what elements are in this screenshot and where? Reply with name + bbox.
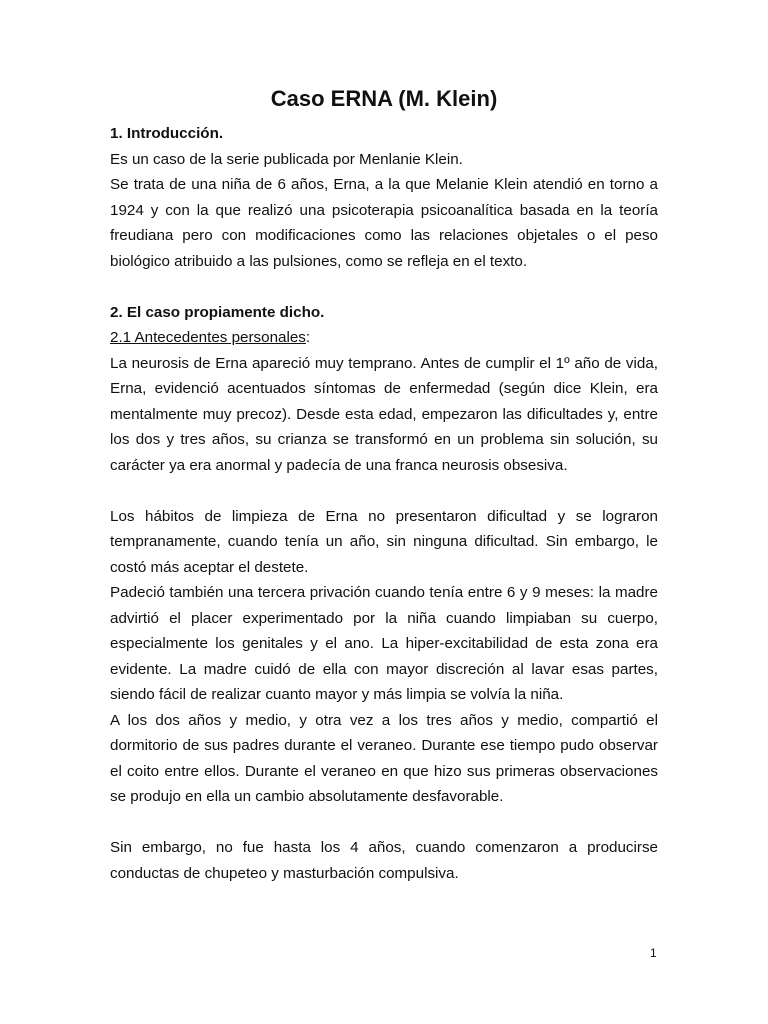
paragraph-spacer <box>110 274 658 300</box>
paragraph-case-4: A los dos años y medio, y otra vez a los tres años y medio, compartió el dormitorio de sus padres durante el veraneo. Durante ese tiempo pudo observar el coito entre ellos. Durante el veraneo en que hizo sus primeras observaciones se produjo en ella un cambio absolutamente desfavorable. <box>110 711 658 805</box>
page-number: 1 <box>650 946 657 960</box>
document-title: Caso ERNA (M. Klein) <box>270 86 498 111</box>
subsection-heading-text: 2.1 Antecedentes personales <box>110 329 306 346</box>
section-heading-case: 2. El caso propiamente dicho. <box>110 303 325 321</box>
paragraph-spacer <box>110 478 658 504</box>
subsection-heading-antecedentes <box>110 325 658 351</box>
subsection-heading-colon: : <box>305 329 311 346</box>
section-heading-introduction: 1. Introducción. <box>110 125 224 142</box>
paragraph-case-3: Padeció también una tercera privación cuando tenía entre 6 y 9 meses: la madre advirtió el placer experimentado por la niña cuando limpiaban su cuerpo, especialmente los genitales y el ano. La hiper-excitabilidad de esta zona era evidente. La madre cuidó de ella con mayor discreción al lavar esas partes, siendo fácil de realizar cuanto mayor y más limpia se volvía la niña. <box>110 584 658 703</box>
paragraph-case-2: Los hábitos de limpieza de Erna no presentaron dificultad y se lograron tempranamente, cuando tenía un año, sin ninguna dificultad. Sin embargo, le costó más aceptar el destete. <box>110 507 658 576</box>
paragraph-intro-1: Es un caso de la serie publicada por Menlanie Klein. <box>110 150 463 168</box>
paragraph-intro-2: Se trata de una niña de 6 años, Erna, a la que Melanie Klein atendió en torno a 1924 y con la que realizó una psicoterapia psicoanalítica basada en la teoría freudiana pero con modificaciones como las relaciones objetales o el peso biológico atribuido a las pulsiones, como se refleja en el texto. <box>110 176 658 270</box>
paragraph-spacer <box>110 810 658 836</box>
paragraph-case-5: Sin embargo, no fue hasta los 4 años, cuando comenzaron a producirse conductas de chupeteo y masturbación compulsiva. <box>110 839 658 882</box>
document-body <box>110 121 658 886</box>
paragraph-case-1: La neurosis de Erna apareció muy temprano. Antes de cumplir el 1º año de vida, Erna, evidenció acentuados síntomas de enfermedad (según dice Klein, era mentalmente muy precoz). Desde esta edad, empezaron las dificultades y, entre los dos y tres años, su crianza se transformó en un problema sin solución, su carácter ya era anormal y padecía de una franca neurosis obsesiva. <box>110 354 658 474</box>
